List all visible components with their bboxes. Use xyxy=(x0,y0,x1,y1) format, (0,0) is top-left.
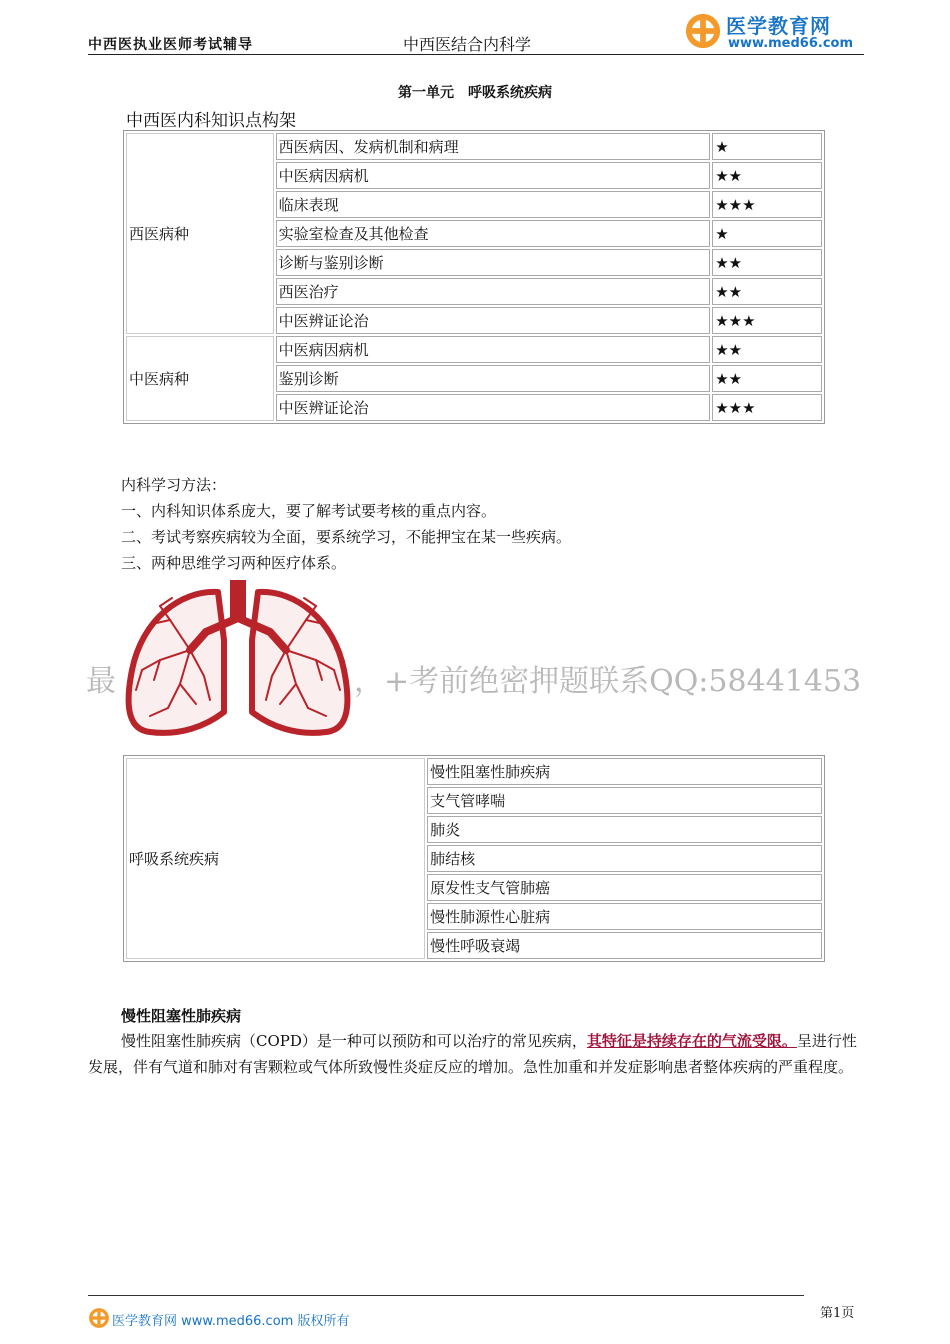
table-row xyxy=(126,336,822,363)
disease-cell: 慢性阻塞性肺疾病 xyxy=(427,758,822,785)
page-number: 第1页 xyxy=(820,1306,855,1321)
method-item: 一、内科知识体系庞大，要了解考试要考核的重点内容。 xyxy=(121,502,497,520)
star-rating: ★★★ xyxy=(712,394,822,421)
disease-cell: 慢性肺源性心脏病 xyxy=(427,903,822,930)
copd-text-before: 慢性阻塞性肺疾病（COPD）是一种可以预防和可以治疗的常见疾病， xyxy=(121,1032,587,1050)
star-rating: ★★★ xyxy=(712,191,822,218)
star-rating: ★★ xyxy=(712,278,822,305)
watermark-text-right: ，+考前绝密押题联系QQ:58441453 xyxy=(354,664,862,699)
table-row xyxy=(126,758,822,785)
method-item: 三、两种思维学习两种医疗体系。 xyxy=(121,554,347,572)
copd-heading: 慢性阻塞性肺疾病 xyxy=(121,1007,242,1025)
method-item: 二、考试考察疾病较为全面，要系统学习，不能押宝在某一些疾病。 xyxy=(121,528,572,546)
disease-cell: 慢性呼吸衰竭 xyxy=(427,932,822,959)
topic-cell: 鉴别诊断 xyxy=(276,365,711,392)
table-row xyxy=(126,133,822,160)
footer-logo-icon xyxy=(88,1307,110,1329)
logo-name: 医学教育网 xyxy=(726,14,831,38)
header-center-title: 中西医结合内科学 xyxy=(403,35,532,54)
topic-cell: 西医病因、发病机制和病理 xyxy=(276,133,711,160)
site-logo[interactable] xyxy=(684,8,864,54)
med66-logo-icon xyxy=(684,12,722,50)
disease-cell: 肺炎 xyxy=(427,816,822,843)
topic-cell: 临床表现 xyxy=(276,191,711,218)
respiratory-disease-table xyxy=(123,755,825,962)
footer-site-text[interactable]: 医学教育网 www.med66.com 版权所有 xyxy=(112,1314,350,1329)
topic-cell: 中医辨证论治 xyxy=(276,307,711,334)
disease-cell: 支气管哮喘 xyxy=(427,787,822,814)
star-rating: ★★★ xyxy=(712,307,822,334)
category-cell-western: 西医病种 xyxy=(126,133,274,334)
topic-cell: 中医病因病机 xyxy=(276,336,711,363)
copd-text-after: 呈进行性发展，伴有气道和肺对有害颗粒或气体所致慢性炎症反应的增加。急性加重和并发症影响患者整体疾病的严重程度。 xyxy=(88,1032,857,1076)
topic-cell: 实验室检查及其他检查 xyxy=(276,220,711,247)
unit-title: 第一单元 呼吸系统疾病 xyxy=(398,85,552,101)
framework-table xyxy=(123,130,825,424)
star-rating: ★★ xyxy=(712,249,822,276)
star-rating: ★★ xyxy=(712,336,822,363)
watermark-text-left: 最 xyxy=(86,664,116,699)
framework-title: 中西医内科知识点构架 xyxy=(126,111,296,131)
disease-cell: 原发性支气管肺癌 xyxy=(427,874,822,901)
category-cell-chinese: 中医病种 xyxy=(126,336,274,421)
category-cell-respiratory: 呼吸系统疾病 xyxy=(126,758,425,959)
topic-cell: 西医治疗 xyxy=(276,278,711,305)
header-left-title: 中西医执业医师考试辅导 xyxy=(88,37,253,53)
logo-url: www.med66.com xyxy=(728,36,854,51)
disease-cell: 肺结核 xyxy=(427,845,822,872)
copd-highlight: 其特征是持续存在的气流受限。 xyxy=(586,1032,797,1050)
lung-illustration xyxy=(120,580,356,738)
star-rating: ★★ xyxy=(712,162,822,189)
topic-cell: 诊断与鉴别诊断 xyxy=(276,249,711,276)
footer-divider xyxy=(88,1295,804,1296)
methods-title: 内科学习方法： xyxy=(121,476,227,494)
star-rating: ★ xyxy=(712,133,822,160)
copd-paragraph xyxy=(88,1028,864,1080)
header-divider xyxy=(88,54,864,55)
star-rating: ★ xyxy=(712,220,822,247)
topic-cell: 中医病因病机 xyxy=(276,162,711,189)
topic-cell: 中医辨证论治 xyxy=(276,394,711,421)
star-rating: ★★ xyxy=(712,365,822,392)
